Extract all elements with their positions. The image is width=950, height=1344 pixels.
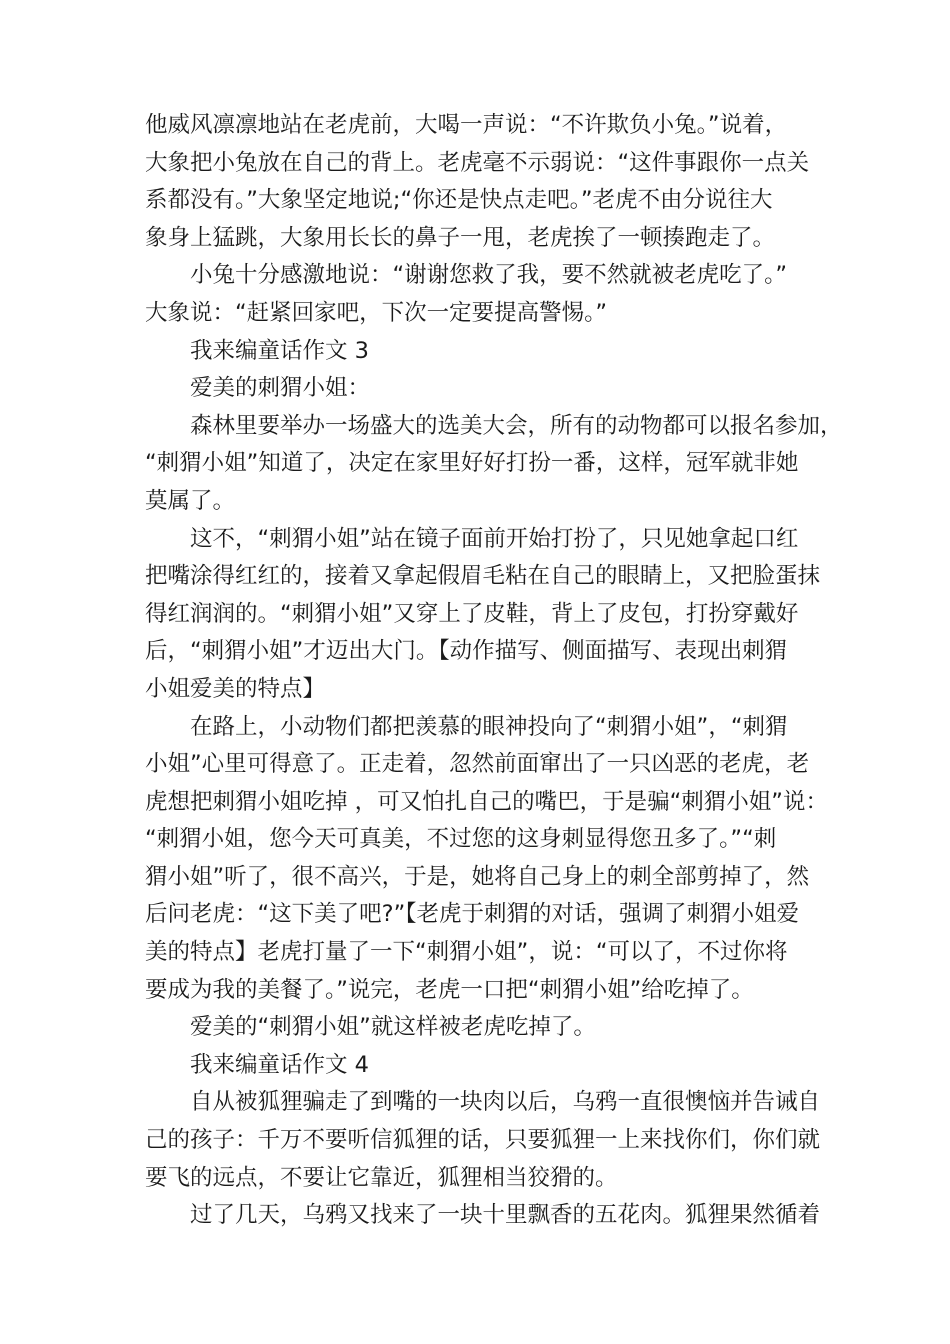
- document-body: [145, 107, 845, 1235]
- story-title: [145, 370, 845, 408]
- text-line: 己的孩子：千万不要听信狐狸的话，只要狐狸一上来找你们，你们就: [145, 1127, 821, 1154]
- text-line: 自从被狐狸骗走了到嘴的一块肉以后，乌鸦一直很懊恼并告诫自: [190, 1089, 821, 1116]
- text-line: 爱美的“刺猬小姐”就这样被老虎吃掉了。: [190, 1014, 596, 1041]
- section-heading: [145, 1047, 845, 1085]
- text-line: 要成为我的美餐了。”说完，老虎一口把“刺猬小姐”给吃掉了。: [145, 976, 754, 1003]
- heading-text: 我来编童话作文 4: [190, 1051, 369, 1078]
- title-text: 爱美的刺猬小姐：: [190, 375, 371, 402]
- text-line: 这不，“刺猬小姐”站在镜子面前开始打扮了，只见她拿起口红: [190, 525, 799, 552]
- text-line: 小姐爱美的特点】: [145, 675, 326, 702]
- paragraph: [145, 521, 845, 709]
- text-line: 在路上，小动物们都把羡慕的眼神投向了“刺猬小姐”，“刺猬: [190, 713, 788, 740]
- section-heading: [145, 333, 845, 371]
- text-line: 森林里要举办一场盛大的选美大会，所有的动物都可以报名参加，: [190, 412, 843, 439]
- text-line: 美的特点】老虎打量了一下“刺猬小姐”，说：“可以了，不过你将: [145, 939, 788, 966]
- paragraph: [145, 1197, 845, 1235]
- text-line: 虎想把刺猬小姐吃掉 ，可又怕扎自己的嘴巴，于是骗“刺猬小姐”说：: [145, 788, 828, 815]
- text-line: “刺猬小姐，您今天可真美，不过您的这身刺显得您丑多了。”“刺: [145, 826, 777, 853]
- text-line: 后，“刺猬小姐”才迈出大门。【动作描写、侧面描写、表现出刺猬: [145, 638, 788, 665]
- paragraph: [145, 107, 845, 257]
- text-line: 把嘴涂得红红的，接着又拿起假眉毛粘在自己的眼睛上，又把脸蛋抹: [145, 563, 821, 590]
- text-line: 小姐”心里可得意了。正走着，忽然前面窜出了一只凶恶的老虎，老: [145, 751, 810, 778]
- text-line: 大象说：“赶紧回家吧，下次一定要提高警惕。”: [145, 299, 608, 326]
- paragraph: [145, 408, 845, 521]
- text-line: 莫属了。: [145, 487, 236, 514]
- text-line: “刺猬小姐”知道了，决定在家里好好打扮一番，这样，冠军就非她: [145, 450, 799, 477]
- paragraph: [145, 709, 845, 1010]
- paragraph: [145, 257, 845, 332]
- text-line: 要飞的远点，不要让它靠近，狐狸相当狡猾的。: [145, 1164, 618, 1191]
- paragraph: [145, 1009, 845, 1047]
- text-line: 系都没有。”大象坚定地说;“你还是快点走吧。”老虎不由分说往大: [145, 187, 773, 214]
- text-line: 象身上猛跳，大象用长长的鼻子一甩，老虎挨了一顿揍跑走了。: [145, 224, 776, 251]
- text-line: 猬小姐”听了，很不高兴，于是，她将自己身上的刺全部剪掉了，然: [145, 863, 810, 890]
- text-line: 后问老虎：“这下美了吧?”【老虎于刺猬的对话，强调了刺猬小姐爱: [145, 901, 800, 928]
- paragraph: [145, 1084, 845, 1197]
- heading-text: 我来编童话作文 3: [190, 337, 369, 364]
- text-line: 他威风凛凛地站在老虎前，大喝一声说：“不许欺负小兔。”说着，: [145, 112, 788, 138]
- text-line: 过了几天，乌鸦又找来了一块十里飘香的五花肉。狐狸果然循着: [190, 1202, 821, 1229]
- text-line: 得红润润的。“刺猬小姐”又穿上了皮鞋，背上了皮包，打扮穿戴好: [145, 600, 799, 627]
- text-line: 小兔十分感激地说：“谢谢您救了我，要不然就被老虎吃了。”: [190, 262, 788, 289]
- text-line: 大象把小兔放在自己的背上。老虎毫不示弱说：“这件事跟你一点关: [145, 149, 810, 176]
